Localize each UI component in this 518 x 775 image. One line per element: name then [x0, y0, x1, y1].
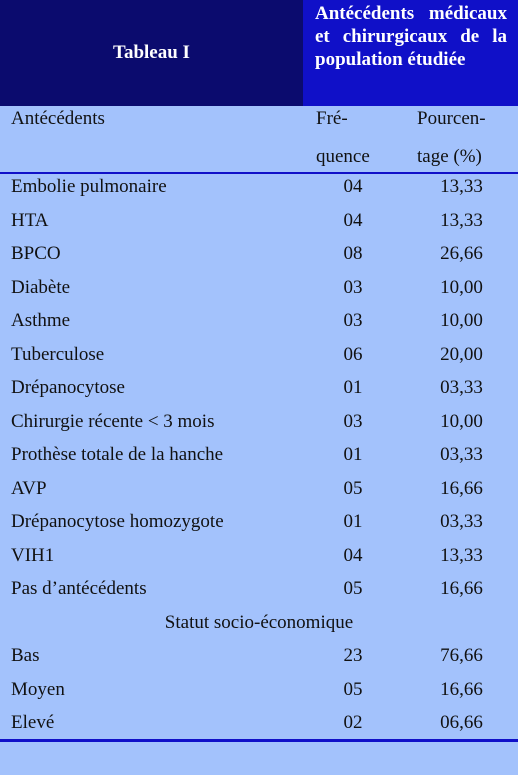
row-frequency: 05 — [343, 678, 363, 700]
table-row — [0, 643, 518, 677]
row-frequency: 04 — [343, 544, 363, 566]
row-percentage: 03,33 — [440, 444, 483, 465]
row-frequency: 01 — [343, 377, 363, 398]
row-label: Pas d’antécédents — [11, 578, 147, 599]
row-frequency: 02 — [343, 712, 363, 733]
row-percentage: 16,66 — [440, 477, 483, 499]
row-frequency: 06 — [343, 343, 363, 365]
row-label: Embolie pulmonaire — [11, 176, 167, 197]
row-percentage: 10,00 — [440, 310, 483, 331]
table-title: Tableau I — [0, 0, 303, 106]
table-row — [0, 677, 518, 711]
row-label: Prothèse totale de la hanche — [11, 444, 224, 465]
row-percentage: 03,33 — [440, 377, 483, 398]
section-heading — [0, 610, 518, 644]
header-frequence-line2: quence — [316, 146, 370, 167]
table-row — [0, 476, 518, 510]
row-label: Elevé — [11, 712, 55, 733]
row-frequency: 08 — [343, 243, 363, 264]
row-percentage: 10,00 — [440, 276, 483, 298]
header-frequence — [316, 100, 386, 176]
table-row — [0, 576, 518, 610]
row-frequency: 03 — [343, 410, 363, 432]
row-label: Bas — [11, 645, 40, 666]
row-label: Drépanocytose homozygote — [11, 511, 224, 532]
row-percentage: 13,33 — [440, 176, 483, 197]
row-frequency: 03 — [343, 276, 363, 298]
table-row — [0, 409, 518, 443]
table-row — [0, 509, 518, 543]
section-title: Statut socio-économique — [164, 611, 354, 633]
row-percentage: 13,33 — [440, 544, 483, 566]
row-label: AVP — [11, 477, 47, 499]
table-row — [0, 375, 518, 409]
row-label: BPCO — [11, 243, 61, 264]
row-label: Diabète — [11, 276, 71, 298]
row-frequency: 05 — [343, 578, 363, 599]
row-label: Drépanocytose — [11, 377, 125, 398]
table-row — [0, 208, 518, 242]
table-caption: Antécédents médicaux et chirurgicaux de la population étudiée — [303, 0, 518, 106]
row-frequency: 04 — [343, 209, 363, 231]
table-body — [0, 174, 518, 744]
row-percentage: 20,00 — [440, 343, 483, 365]
row-percentage: 26,66 — [440, 243, 483, 264]
row-frequency: 03 — [343, 310, 363, 331]
table-row — [0, 174, 518, 208]
table-row — [0, 308, 518, 342]
table-row — [0, 543, 518, 577]
row-frequency: 01 — [343, 511, 363, 532]
row-percentage: 16,66 — [440, 678, 483, 700]
header-pourcentage-line1: Pourcen- — [417, 108, 486, 129]
row-label: Tuberculose — [11, 343, 105, 365]
row-percentage: 06,66 — [440, 712, 483, 733]
header-antecedents: Antécédents — [11, 108, 105, 129]
row-frequency: 04 — [343, 176, 363, 197]
table-row — [0, 241, 518, 275]
table-title-bar — [0, 0, 518, 106]
row-percentage: 16,66 — [440, 578, 483, 599]
row-percentage: 10,00 — [440, 410, 483, 432]
table-row — [0, 442, 518, 476]
header-frequence-line1: Fré- — [316, 108, 348, 129]
row-label: HTA — [11, 209, 49, 231]
row-frequency: 05 — [343, 477, 363, 499]
row-frequency: 01 — [343, 444, 363, 465]
row-percentage: 03,33 — [440, 511, 483, 532]
row-label: VIH1 — [11, 544, 55, 566]
row-label: Moyen — [11, 678, 65, 700]
table-row — [0, 275, 518, 309]
row-frequency: 23 — [343, 645, 363, 666]
row-percentage: 76,66 — [440, 645, 483, 666]
row-percentage: 13,33 — [440, 209, 483, 231]
header-pourcentage — [417, 100, 503, 176]
header-pourcentage-line2: tage (%) — [417, 146, 482, 167]
row-label: Chirurgie récente < 3 mois — [11, 410, 215, 432]
row-label: Asthme — [11, 310, 71, 331]
table-bottom-rule — [0, 739, 518, 742]
table-row — [0, 342, 518, 376]
